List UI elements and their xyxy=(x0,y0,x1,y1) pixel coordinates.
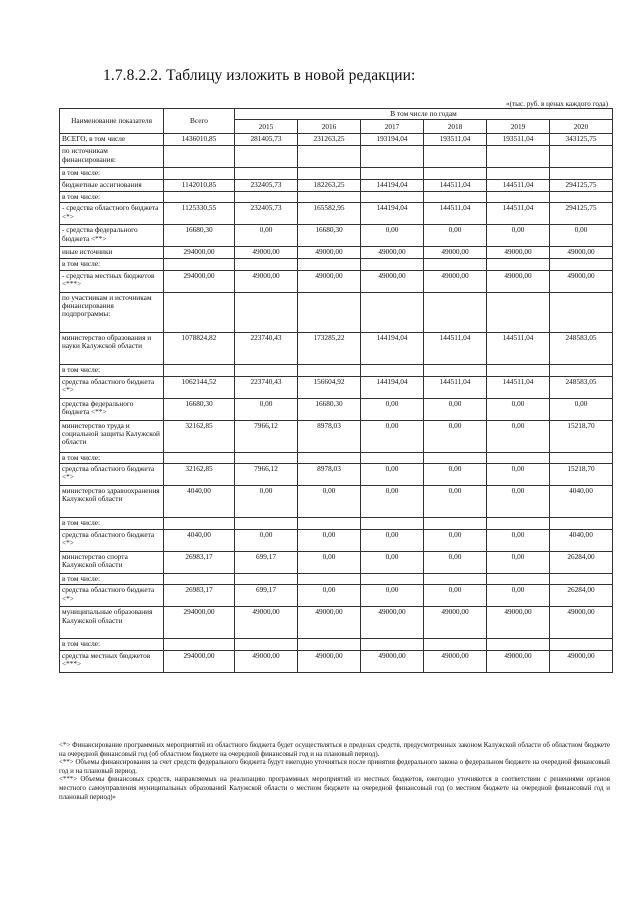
cell-year-value xyxy=(235,168,298,179)
row-label: - средства местных бюджетов <***> xyxy=(60,270,164,292)
cell-year-value: 4040,00 xyxy=(550,486,613,518)
cell-year-value: 0,00 xyxy=(487,486,550,518)
cell-year-value: 294125,75 xyxy=(550,179,613,191)
header-indicator-name: Наименование показателя xyxy=(60,109,164,134)
cell-year-value: 49000,00 xyxy=(298,270,361,292)
table-row xyxy=(60,332,613,364)
table-row xyxy=(60,607,613,639)
cell-year-value: 699,17 xyxy=(235,552,298,574)
cell-year-value xyxy=(550,292,613,332)
cell-total: 294000,00 xyxy=(164,247,235,259)
cell-year-value: 0,00 xyxy=(361,486,424,518)
cell-year-value xyxy=(550,146,613,168)
row-label: ВСЕГО, в том числе xyxy=(60,134,164,146)
cell-year-value: 16680,30 xyxy=(298,398,361,420)
row-label: в том числе: xyxy=(60,452,164,463)
row-label: средства федерального бюджета <**> xyxy=(60,398,164,420)
row-label: министерство образования и науки Калужской области xyxy=(60,332,164,364)
cell-year-value xyxy=(361,292,424,332)
cell-year-value: 0,00 xyxy=(487,530,550,552)
cell-year-value xyxy=(487,191,550,202)
header-year-2019: 2019 xyxy=(487,120,550,134)
cell-year-value: 49000,00 xyxy=(235,607,298,639)
cell-year-value: 165582,95 xyxy=(298,203,361,225)
cell-year-value: 223740,43 xyxy=(235,332,298,364)
cell-year-value xyxy=(361,146,424,168)
cell-year-value: 0,00 xyxy=(487,420,550,452)
cell-year-value: 193511,04 xyxy=(487,134,550,146)
cell-total: 1125330,55 xyxy=(164,203,235,225)
cell-year-value: 223740,43 xyxy=(235,376,298,398)
cell-year-value: 144511,04 xyxy=(424,376,487,398)
cell-year-value: 0,00 xyxy=(487,398,550,420)
cell-total: 294000,00 xyxy=(164,607,235,639)
cell-year-value: 144194,04 xyxy=(361,179,424,191)
cell-year-value: 0,00 xyxy=(361,225,424,247)
table-row xyxy=(60,530,613,552)
cell-year-value: 0,00 xyxy=(424,398,487,420)
cell-year-value xyxy=(361,191,424,202)
header-year-2017: 2017 xyxy=(361,120,424,134)
cell-year-value: 49000,00 xyxy=(487,247,550,259)
cell-year-value: 49000,00 xyxy=(298,607,361,639)
cell-year-value xyxy=(550,574,613,585)
cell-year-value xyxy=(298,191,361,202)
cell-year-value xyxy=(298,146,361,168)
footnote-federal-budget: <**> Объемы финансирования за счет средств федерального бюджета будут ежегодно уточняться после принятия федерального закона о федеральном бюджете на очередной финансовый год и на плановый период. xyxy=(59,759,610,775)
cell-year-value xyxy=(235,146,298,168)
cell-year-value: 0,00 xyxy=(424,486,487,518)
cell-year-value: 0,00 xyxy=(424,530,487,552)
cell-year-value: 49000,00 xyxy=(487,650,550,672)
cell-year-value: 49000,00 xyxy=(487,607,550,639)
row-label: средства местных бюджетов <***> xyxy=(60,650,164,672)
cell-year-value xyxy=(487,639,550,650)
cell-year-value: 49000,00 xyxy=(298,650,361,672)
row-label: средства областного бюджета <*> xyxy=(60,530,164,552)
cell-year-value: 0,00 xyxy=(298,552,361,574)
table-row xyxy=(60,552,613,574)
cell-year-value xyxy=(235,259,298,270)
cell-total: 1062144,52 xyxy=(164,376,235,398)
cell-year-value xyxy=(487,518,550,530)
row-label: министерство здравоохранения Калужской области xyxy=(60,486,164,518)
cell-year-value: 0,00 xyxy=(235,398,298,420)
cell-total xyxy=(164,364,235,376)
table-row xyxy=(60,398,613,420)
cell-year-value xyxy=(235,452,298,463)
cell-year-value: 0,00 xyxy=(298,530,361,552)
cell-year-value xyxy=(487,292,550,332)
cell-year-value xyxy=(361,452,424,463)
row-label: по участникам и источникам финансирования подпрограммы: xyxy=(60,292,164,332)
cell-year-value xyxy=(361,639,424,650)
cell-year-value: 248583,05 xyxy=(550,332,613,364)
cell-year-value: 343125,75 xyxy=(550,134,613,146)
cell-year-value: 0,00 xyxy=(424,420,487,452)
cell-total: 26983,17 xyxy=(164,552,235,574)
table-row xyxy=(60,650,613,672)
cell-year-value: 144194,04 xyxy=(361,203,424,225)
cell-total: 294000,00 xyxy=(164,270,235,292)
cell-year-value: 49000,00 xyxy=(235,270,298,292)
table-row xyxy=(60,146,613,168)
cell-year-value: 49000,00 xyxy=(361,650,424,672)
table-row xyxy=(60,247,613,259)
cell-year-value: 49000,00 xyxy=(424,607,487,639)
table-row xyxy=(60,585,613,607)
cell-year-value: 144511,04 xyxy=(424,179,487,191)
cell-year-value: 26284,00 xyxy=(550,552,613,574)
cell-year-value: 173285,22 xyxy=(298,332,361,364)
footnote-local-budgets: <***> Объемы финансовых средств, направляемых на реализацию программных мероприятий из местных бюджетов, ежегодно уточняются в соответствии с решениями органов местного самоуправления муниципальных образований Калужской области о местном бюджете на очередной финансовый год (о местном бюджете на очередной финансовый год и плановый период)» xyxy=(59,776,610,801)
cell-total xyxy=(164,639,235,650)
cell-year-value xyxy=(361,574,424,585)
cell-year-value xyxy=(424,364,487,376)
table-row xyxy=(60,292,613,332)
cell-year-value xyxy=(424,518,487,530)
cell-year-value xyxy=(235,364,298,376)
cell-year-value: 0,00 xyxy=(361,420,424,452)
cell-year-value xyxy=(235,518,298,530)
cell-year-value: 144194,04 xyxy=(361,376,424,398)
cell-year-value xyxy=(361,168,424,179)
table-header xyxy=(60,109,613,134)
cell-year-value xyxy=(487,259,550,270)
row-label: министерство спорта Калужской области xyxy=(60,552,164,574)
cell-year-value: 248583,05 xyxy=(550,376,613,398)
table-row xyxy=(60,420,613,452)
cell-total: 32162,85 xyxy=(164,420,235,452)
cell-year-value: 49000,00 xyxy=(235,247,298,259)
cell-year-value: 144511,04 xyxy=(424,203,487,225)
cell-total xyxy=(164,146,235,168)
cell-year-value: 0,00 xyxy=(361,552,424,574)
row-label: средства областного бюджета <*> xyxy=(60,464,164,486)
cell-year-value xyxy=(424,168,487,179)
cell-year-value xyxy=(235,292,298,332)
row-label: в том числе: xyxy=(60,364,164,376)
cell-year-value: 144511,04 xyxy=(487,179,550,191)
table-row xyxy=(60,134,613,146)
row-label: иные источники xyxy=(60,247,164,259)
cell-year-value xyxy=(550,191,613,202)
cell-year-value: 0,00 xyxy=(424,225,487,247)
cell-year-value: 0,00 xyxy=(487,225,550,247)
document-heading: 1.7.8.2.2. Таблицу изложить в новой редакции: xyxy=(103,67,416,84)
cell-total xyxy=(164,259,235,270)
cell-year-value xyxy=(424,259,487,270)
cell-year-value: 15218,70 xyxy=(550,420,613,452)
table-row xyxy=(60,270,613,292)
row-label: министерство труда и социальной защиты Калужской области xyxy=(60,420,164,452)
cell-year-value xyxy=(424,452,487,463)
table-row xyxy=(60,452,613,463)
footnotes xyxy=(59,742,610,802)
table-body xyxy=(60,134,613,672)
cell-year-value: 49000,00 xyxy=(424,270,487,292)
table-row xyxy=(60,574,613,585)
cell-year-value: 0,00 xyxy=(361,585,424,607)
cell-year-value: 49000,00 xyxy=(361,607,424,639)
cell-year-value xyxy=(361,518,424,530)
cell-year-value: 8978,03 xyxy=(298,420,361,452)
table-row xyxy=(60,486,613,518)
cell-year-value: 49000,00 xyxy=(550,607,613,639)
cell-year-value: 144511,04 xyxy=(487,376,550,398)
cell-year-value xyxy=(361,259,424,270)
cell-year-value xyxy=(550,364,613,376)
financing-table xyxy=(59,108,613,673)
cell-year-value: 8978,03 xyxy=(298,464,361,486)
cell-total: 16680,30 xyxy=(164,225,235,247)
row-label: муниципальные образования Калужской области xyxy=(60,607,164,639)
cell-total xyxy=(164,452,235,463)
cell-year-value: 0,00 xyxy=(298,486,361,518)
table-row xyxy=(60,225,613,247)
table-row xyxy=(60,259,613,270)
cell-year-value xyxy=(298,452,361,463)
cell-year-value: 7966,12 xyxy=(235,464,298,486)
row-label: в том числе: xyxy=(60,639,164,650)
cell-total: 4040,00 xyxy=(164,486,235,518)
cell-year-value xyxy=(550,259,613,270)
cell-year-value: 49000,00 xyxy=(361,247,424,259)
cell-total xyxy=(164,191,235,202)
header-year-2015: 2015 xyxy=(235,120,298,134)
cell-year-value: 156604,92 xyxy=(298,376,361,398)
cell-year-value xyxy=(298,259,361,270)
cell-year-value xyxy=(487,574,550,585)
row-label: средства областного бюджета <*> xyxy=(60,376,164,398)
cell-year-value: 49000,00 xyxy=(550,247,613,259)
cell-year-value: 49000,00 xyxy=(424,650,487,672)
cell-total: 1142010,85 xyxy=(164,179,235,191)
cell-year-value: 231263,25 xyxy=(298,134,361,146)
cell-year-value xyxy=(235,191,298,202)
header-year-2016: 2016 xyxy=(298,120,361,134)
cell-year-value: 144511,04 xyxy=(487,203,550,225)
row-label: в том числе: xyxy=(60,518,164,530)
cell-year-value xyxy=(424,146,487,168)
cell-year-value: 0,00 xyxy=(487,552,550,574)
cell-year-value: 49000,00 xyxy=(550,650,613,672)
cell-year-value xyxy=(298,639,361,650)
cell-year-value: 699,17 xyxy=(235,585,298,607)
cell-total xyxy=(164,292,235,332)
cell-year-value: 49000,00 xyxy=(487,270,550,292)
cell-year-value: 0,00 xyxy=(361,398,424,420)
cell-year-value: 7966,12 xyxy=(235,420,298,452)
row-label: в том числе: xyxy=(60,574,164,585)
cell-year-value xyxy=(424,191,487,202)
cell-year-value: 0,00 xyxy=(424,552,487,574)
cell-year-value xyxy=(424,574,487,585)
footnote-regional-budget: <*> Финансирование программных мероприятий из областного бюджета будет осуществляться в пределах средств, предусмотренных законом Калужской области об областном бюджете на очередной финансовый год (об областном бюджете на очередной финансовый год и на плановый период). xyxy=(59,742,610,758)
cell-year-value: 15218,70 xyxy=(550,464,613,486)
header-by-years: В том числе по годам xyxy=(235,109,613,120)
row-label: в том числе: xyxy=(60,191,164,202)
cell-year-value: 232405,73 xyxy=(235,179,298,191)
cell-total xyxy=(164,574,235,585)
cell-year-value: 144194,04 xyxy=(361,332,424,364)
cell-year-value: 0,00 xyxy=(361,464,424,486)
cell-year-value: 232405,73 xyxy=(235,203,298,225)
cell-year-value xyxy=(487,168,550,179)
cell-year-value xyxy=(298,292,361,332)
cell-year-value: 0,00 xyxy=(487,585,550,607)
table-row xyxy=(60,364,613,376)
cell-year-value: 49000,00 xyxy=(361,270,424,292)
cell-year-value xyxy=(550,168,613,179)
header-year-2020: 2020 xyxy=(550,120,613,134)
row-label: - средства областного бюджета <*> xyxy=(60,203,164,225)
cell-year-value xyxy=(298,574,361,585)
cell-year-value: 26284,00 xyxy=(550,585,613,607)
cell-year-value: 0,00 xyxy=(361,530,424,552)
cell-year-value: 0,00 xyxy=(424,585,487,607)
cell-year-value xyxy=(298,364,361,376)
cell-year-value: 49000,00 xyxy=(235,650,298,672)
cell-year-value: 193194,04 xyxy=(361,134,424,146)
row-label: по источникам финансирования: xyxy=(60,146,164,168)
cell-year-value: 0,00 xyxy=(550,225,613,247)
cell-year-value xyxy=(487,146,550,168)
table-row xyxy=(60,464,613,486)
table-row xyxy=(60,168,613,179)
cell-year-value xyxy=(361,364,424,376)
cell-year-value xyxy=(550,518,613,530)
cell-year-value xyxy=(298,518,361,530)
cell-year-value: 0,00 xyxy=(235,530,298,552)
cell-total: 1436010,85 xyxy=(164,134,235,146)
table-row xyxy=(60,179,613,191)
cell-total: 1078824,82 xyxy=(164,332,235,364)
cell-year-value xyxy=(235,639,298,650)
table-row xyxy=(60,191,613,202)
cell-year-value: 4040,00 xyxy=(550,530,613,552)
table-row xyxy=(60,639,613,650)
cell-year-value xyxy=(424,639,487,650)
table-row xyxy=(60,518,613,530)
cell-total: 32162,85 xyxy=(164,464,235,486)
header-total: Всего xyxy=(164,109,235,134)
cell-year-value xyxy=(550,639,613,650)
cell-year-value: 0,00 xyxy=(235,225,298,247)
cell-year-value: 0,00 xyxy=(298,585,361,607)
cell-year-value: 0,00 xyxy=(550,398,613,420)
cell-total xyxy=(164,518,235,530)
cell-year-value xyxy=(487,452,550,463)
cell-year-value: 0,00 xyxy=(424,464,487,486)
cell-year-value: 193511,04 xyxy=(424,134,487,146)
cell-year-value xyxy=(424,292,487,332)
table-row xyxy=(60,203,613,225)
cell-year-value: 16680,30 xyxy=(298,225,361,247)
row-label: бюджетные ассигнования xyxy=(60,179,164,191)
cell-year-value: 144511,04 xyxy=(487,332,550,364)
cell-year-value: 49000,00 xyxy=(298,247,361,259)
cell-total: 4040,00 xyxy=(164,530,235,552)
row-label: - средства федерального бюджета <**> xyxy=(60,225,164,247)
table-row xyxy=(60,376,613,398)
cell-total: 16680,30 xyxy=(164,398,235,420)
cell-year-value: 0,00 xyxy=(487,464,550,486)
cell-year-value: 294125,75 xyxy=(550,203,613,225)
cell-year-value: 49000,00 xyxy=(424,247,487,259)
header-year-2018: 2018 xyxy=(424,120,487,134)
row-label: средства областного бюджета <*> xyxy=(60,585,164,607)
cell-year-value: 281405,73 xyxy=(235,134,298,146)
cell-year-value: 49000,00 xyxy=(550,270,613,292)
row-label: в том числе: xyxy=(60,168,164,179)
cell-year-value xyxy=(487,364,550,376)
cell-total xyxy=(164,168,235,179)
cell-year-value xyxy=(235,574,298,585)
cell-total: 26983,17 xyxy=(164,585,235,607)
cell-year-value: 0,00 xyxy=(235,486,298,518)
cell-total: 294000,00 xyxy=(164,650,235,672)
cell-year-value: 182263,25 xyxy=(298,179,361,191)
cell-year-value xyxy=(550,452,613,463)
cell-year-value xyxy=(298,168,361,179)
cell-year-value: 144511,04 xyxy=(424,332,487,364)
row-label: в том числе: xyxy=(60,259,164,270)
unit-note: «(тыс. руб. в ценах каждого года) xyxy=(506,100,608,108)
